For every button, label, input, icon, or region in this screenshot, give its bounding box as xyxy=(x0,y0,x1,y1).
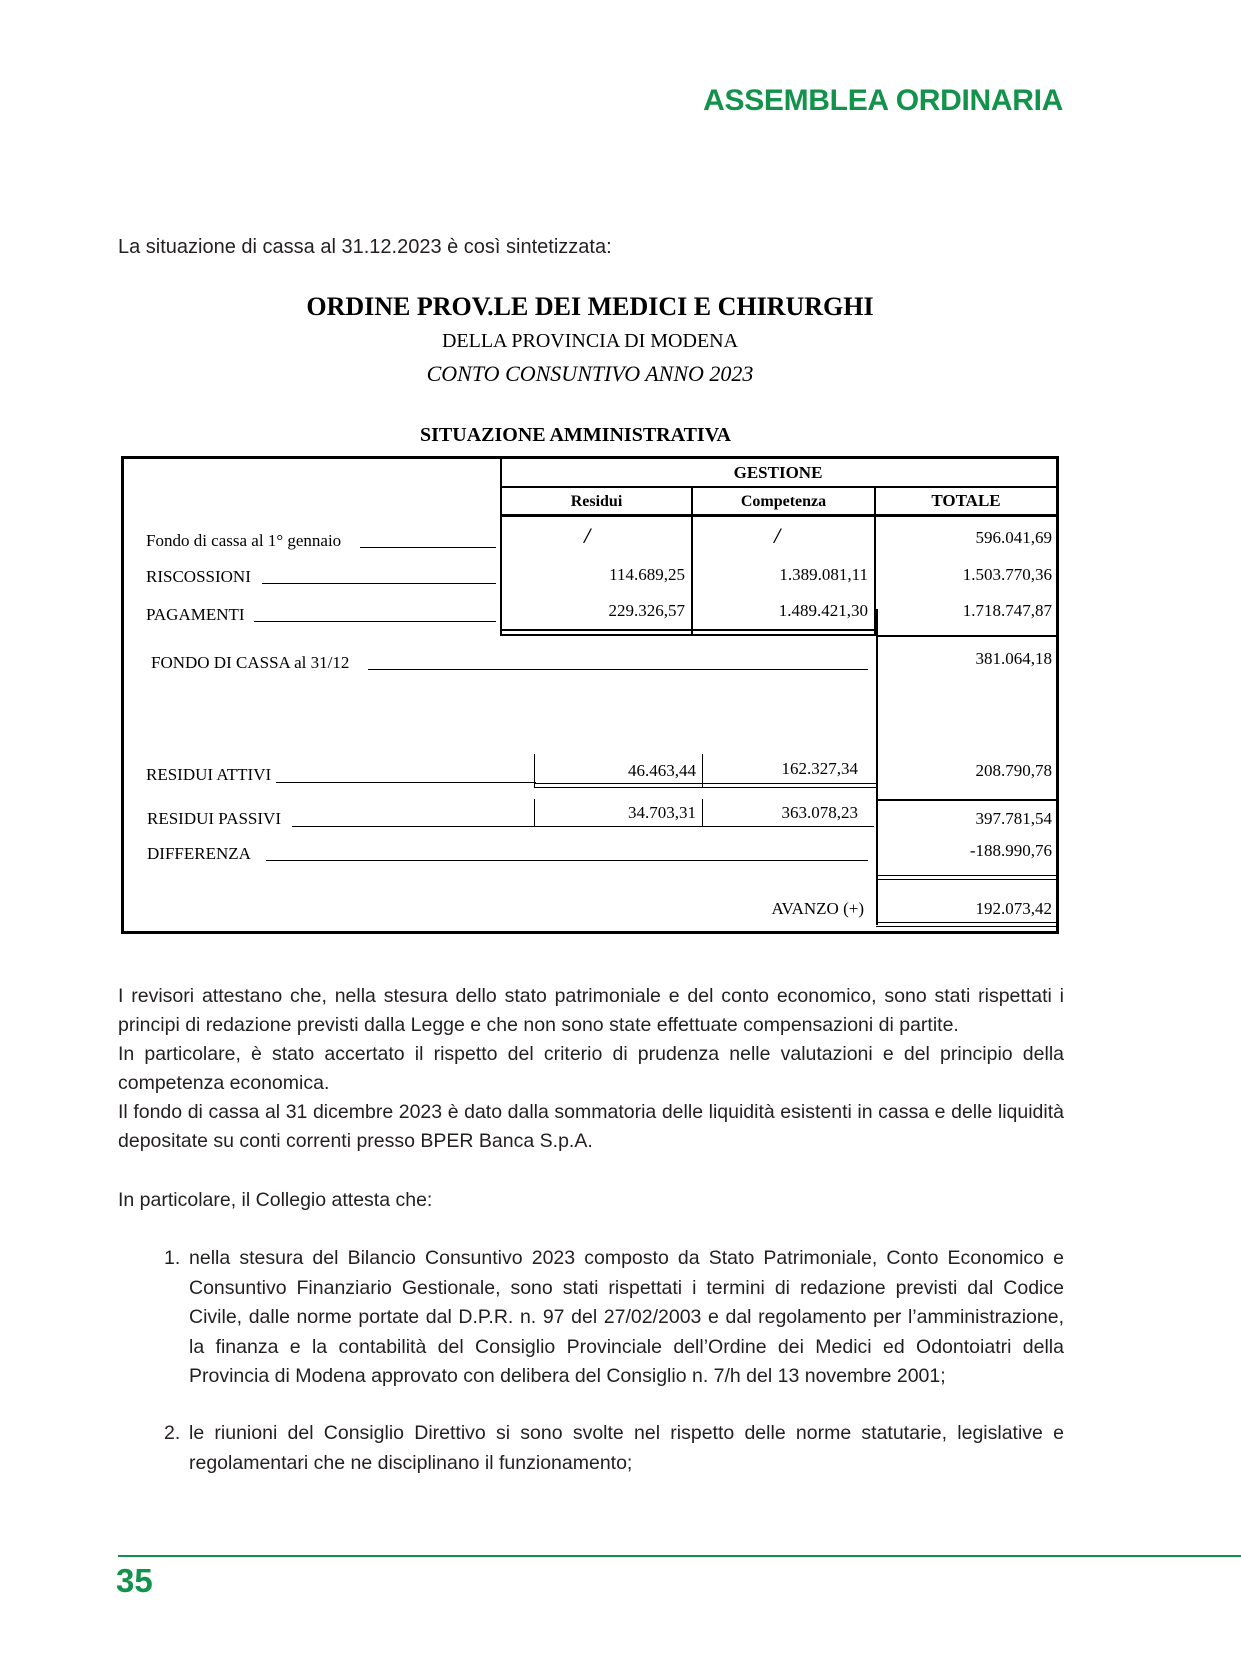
col-header-residui: Residui xyxy=(570,493,623,510)
paragraph-revisori: I revisori attestano che, nella stesura dello stato patrimoniale e del conto economico, sono stati rispettati i principi di redazione previsti dalla Legge e che non sono state effettuate compensazioni di partite. xyxy=(118,985,1064,1036)
leader-line xyxy=(368,669,868,670)
intro-sentence: La situazione di cassa al 31.12.2023 è così sintetizzata: xyxy=(118,236,612,258)
row-label-riscossioni: RISCOSSIONI xyxy=(146,567,251,586)
value-residui-attivi-residui: 46.463,44 xyxy=(628,761,696,780)
col-header-totale: TOTALE xyxy=(931,491,1001,510)
table-title: SITUAZIONE AMMINISTRATIVA xyxy=(420,424,731,446)
gestione-header: GESTIONE xyxy=(733,463,823,482)
list-item-number: 2. xyxy=(164,1422,181,1444)
conto-consuntivo-title: CONTO CONSUNTIVO ANNO 2023 xyxy=(426,361,754,386)
row-label-differenza: DIFFERENZA xyxy=(147,844,251,863)
value-pagamenti-competenza: 1.489.421,30 xyxy=(778,601,868,620)
residui-passivi-box-left xyxy=(534,799,535,827)
differenza-line-2 xyxy=(876,879,1056,880)
value-residui-attivi-competenza: 162.327,34 xyxy=(781,759,858,778)
situazione-amministrativa-table xyxy=(121,456,1059,934)
value-pagamenti-totale: 1.718.747,87 xyxy=(962,601,1052,620)
leader-line xyxy=(292,826,874,827)
value-residui-passivi-residui: 34.703,31 xyxy=(628,803,696,822)
paragraph-prudenza: In particolare, è stato accertato il rispetto del criterio di prudenza nelle valutazioni e del principio della competenza economica. xyxy=(118,1043,1064,1094)
row-label-fondo-31-12: FONDO DI CASSA al 31/12 xyxy=(151,653,350,672)
subtotal-line-2 xyxy=(500,634,876,636)
header-bottom-line xyxy=(500,514,1056,517)
totale-residui-divider xyxy=(876,799,1056,801)
paragraph-fondo-cassa: Il fondo di cassa al 31 dicembre 2023 è dato dalla sommatoria delle liquidità esistenti in cassa e delle liquidità depositate su conti correnti presso BPER Banca S.p.A. xyxy=(118,1101,1064,1152)
avanzo-line-1 xyxy=(876,922,1056,923)
value-riscossioni-residui: 114.689,25 xyxy=(609,565,685,584)
row-label-residui-attivi: RESIDUI ATTIVI xyxy=(146,765,272,784)
leader-line xyxy=(276,782,536,783)
value-residui-passivi-competenza: 363.078,23 xyxy=(781,803,858,822)
totale-subtotal-line xyxy=(876,635,1056,637)
value-riscossioni-totale: 1.503.770,36 xyxy=(962,565,1052,584)
org-title: ORDINE PROV.LE DEI MEDICI E CHIRURGHI xyxy=(306,292,874,321)
avanzo-line-2 xyxy=(876,926,1056,927)
list-item xyxy=(164,1419,1064,1478)
row-label-pagamenti: PAGAMENTI xyxy=(146,605,245,624)
leader-line xyxy=(262,583,496,584)
subtotal-line-1 xyxy=(500,629,876,631)
list-item-number: 1. xyxy=(164,1247,181,1269)
residui-passivi-box-mid xyxy=(702,799,703,827)
value-fondo-gennaio-totale: 596.041,69 xyxy=(975,528,1052,547)
list-item-text: le riunioni del Consiglio Direttivo si sono svolte nel rispetto delle norme statutarie, legislative e regolamentari che ne disciplinano il funzionamento; xyxy=(189,1422,1064,1474)
leader-line xyxy=(266,860,868,861)
value-differenza-totale: -188.990,76 xyxy=(969,841,1052,860)
list-item xyxy=(164,1244,1064,1392)
list-item-text: nella stesura del Bilancio Consuntivo 2023 composto da Stato Patrimoniale, Conto Economico e Consuntivo Finanziario Gestionale, sono stati rispettati i termini di redazione previsti dal Codice Civile, dalle norme portate dal D.P.R. n. 97 del 27/02/2003 e dal regolamento per l’amministrazione, la finanza e la contabilità del Consiglio Provinciale dell’Ordine dei Medici ed Odontoiatri della Provincia di Modena approvato con delibera del Consiglio n. 7/h del 13 novembre 2001; xyxy=(189,1247,1064,1387)
paragraph-collegio: In particolare, il Collegio attesta che: xyxy=(118,1189,433,1211)
page-number: 35 xyxy=(116,1562,153,1599)
footer-rule xyxy=(118,1555,1241,1557)
value-residui-attivi-totale: 208.790,78 xyxy=(975,761,1052,780)
value-avanzo-totale: 192.073,42 xyxy=(975,899,1052,918)
value-riscossioni-competenza: 1.389.081,11 xyxy=(779,565,868,584)
differenza-line-1 xyxy=(876,875,1056,876)
residui-attivi-line-1 xyxy=(534,783,876,784)
col-header-competenza: Competenza xyxy=(740,493,827,510)
residui-attivi-line-2 xyxy=(534,787,876,788)
org-subtitle: DELLA PROVINCIA DI MODENA xyxy=(441,330,739,352)
value-pagamenti-residui: 229.326,57 xyxy=(608,601,685,620)
leader-line xyxy=(254,621,496,622)
value-fondo-31-12-totale: 381.064,18 xyxy=(975,649,1052,668)
section-title: ASSEMBLEA ORDINARIA xyxy=(703,84,1063,117)
row-label-fondo-gennaio: Fondo di cassa al 1° gennaio xyxy=(146,531,342,550)
leader-line xyxy=(360,547,496,548)
row-label-residui-passivi: RESIDUI PASSIVI xyxy=(147,809,281,828)
value-residui-passivi-totale: 397.781,54 xyxy=(975,809,1052,828)
gestione-underline xyxy=(500,486,1056,488)
row-label-avanzo: AVANZO (+) xyxy=(771,899,864,918)
